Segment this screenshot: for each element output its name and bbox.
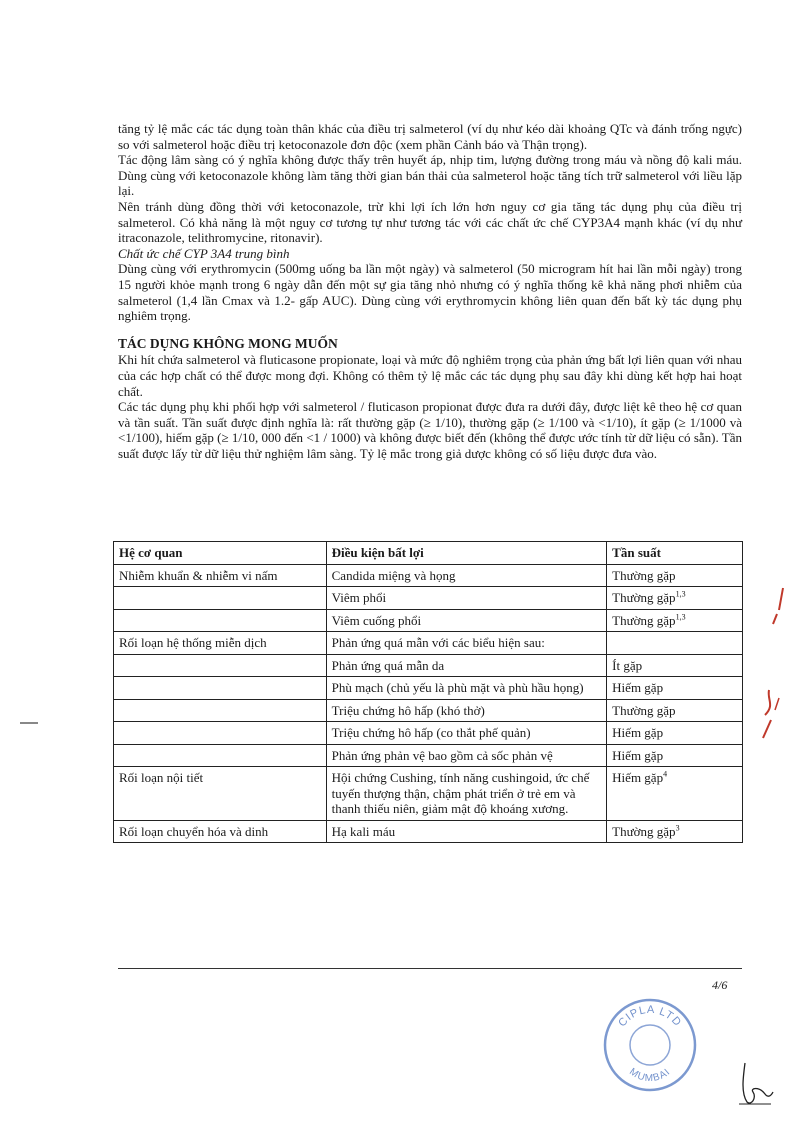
footnote-marker: 4: [663, 769, 668, 779]
organ-cell: [114, 654, 327, 677]
organ-cell: Rối loạn hệ thống miễn dịch: [114, 632, 327, 655]
page-number: 4/6: [712, 978, 728, 992]
stamp-text: CIPLA LTD: [616, 1003, 684, 1030]
section-heading: TÁC DỤNG KHÔNG MONG MUỐN: [118, 335, 338, 351]
frequency-text: Thường gặp: [612, 702, 676, 718]
frequency-text: Hiếm gặp: [612, 747, 664, 763]
organ-cell: [114, 677, 327, 700]
frequency-cell: [607, 744, 743, 767]
frequency-cell: [607, 564, 743, 587]
adverse-effects-table: [113, 541, 743, 843]
frequency-cell: [607, 677, 743, 700]
condition-cell: Phản ứng phản vệ bao gồm cả sốc phản vệ: [326, 744, 607, 767]
organ-cell: Rối loạn nội tiết: [114, 767, 327, 821]
organ-cell: [114, 587, 327, 610]
organ-cell: [114, 609, 327, 632]
table-row: [114, 820, 743, 843]
body-text: [118, 121, 742, 461]
footer-rule: [118, 968, 742, 969]
handwritten-marks: [755, 580, 795, 740]
svg-text:MUMBAI: [627, 1066, 673, 1084]
frequency-text: Thường gặp: [612, 590, 676, 605]
header-organ: Hệ cơ quan: [114, 542, 327, 565]
condition-cell: Viêm phổi: [326, 587, 607, 610]
frequency-text: Hiếm gặp: [612, 770, 664, 785]
organ-cell: [114, 699, 327, 722]
table-row: [114, 654, 743, 677]
table-row: [114, 587, 743, 610]
header-condition: Điều kiện bất lợi: [326, 542, 607, 565]
table-row: [114, 699, 743, 722]
subheading: Chất ức chế CYP 3A4 trung bình: [118, 245, 290, 261]
condition-cell: Triệu chứng hô hấp (khó thở): [326, 699, 607, 722]
frequency-cell: [607, 587, 743, 610]
condition-cell: Viêm cuống phổi: [326, 609, 607, 632]
paragraph: Dùng cùng với erythromycin (500mg uống ba lần một ngày) và salmeterol (50 microgram hít hai lần mỗi ngày) trong 15 người khỏe mạnh trong 6 ngày dẫn đến một sự gia tăng nhỏ nhưng có ý nghĩa thống kê khả năng phơi nhiễm của salmeterol (1,4 lần Cmax và 1.2- gấp AUC). Dùng cùng với erythromycin không liên quan đến bất kỳ tác dụng phụ nghiêm trọng.: [118, 261, 742, 324]
condition-cell: Hạ kali máu: [326, 820, 607, 843]
table-row: [114, 744, 743, 767]
condition-cell: Phản ứng quá mẫn với các biểu hiện sau:: [326, 632, 607, 655]
condition-cell: Hội chứng Cushing, tính năng cushingoid, ức chế tuyến thượng thận, chậm phát triển ở trẻ em và thanh thiếu niên, giảm mật độ khoáng xương.: [326, 767, 607, 821]
table-row: [114, 677, 743, 700]
condition-cell: Phản ứng quá mẫn da: [326, 654, 607, 677]
frequency-cell: [607, 609, 743, 632]
frequency-cell: [607, 699, 743, 722]
header-frequency: Tần suất: [607, 542, 743, 565]
frequency-cell: [607, 722, 743, 745]
table-row: [114, 722, 743, 745]
organ-cell: [114, 744, 327, 767]
table-row: [114, 632, 743, 655]
scan-mark: [20, 722, 38, 724]
footnote-marker: 1,3: [675, 612, 686, 622]
organ-cell: [114, 722, 327, 745]
condition-cell: Phù mạch (chủ yếu là phù mặt và phù hầu họng): [326, 677, 607, 700]
frequency-cell: [607, 767, 743, 821]
frequency-text: Thường gặp: [612, 823, 676, 839]
table-row: [114, 609, 743, 632]
paragraph: Khi hít chứa salmeterol và fluticasone propionate, loại và mức độ nghiêm trọng của phản ứng bất lợi liên quan với nhau của các hợp chất có thể được mong đợi. Không có thêm tỷ lệ mắc các tác dụng phụ sau đây khi dùng kết hợp hai hoạt chất.: [118, 352, 742, 399]
company-stamp: [600, 995, 700, 1095]
frequency-text: Hiếm gặp: [612, 725, 664, 740]
organ-cell: Rối loạn chuyển hóa và dinh: [114, 820, 327, 843]
table-header-row: [114, 542, 743, 565]
table-row: [114, 767, 743, 821]
condition-cell: Candida miệng và họng: [326, 564, 607, 587]
frequency-cell: [607, 632, 743, 655]
paragraph: Tác động lâm sàng có ý nghĩa không được thấy trên huyết áp, nhịp tim, lượng đường trong máu và nồng độ kali máu. Dùng cùng với ketoconazole không làm tăng thời gian bán thải của salmeterol hoặc tăng tích trữ salmeterol với liều lặp lại.: [118, 152, 742, 199]
frequency-text: Thường gặp: [612, 567, 676, 583]
frequency-cell: [607, 820, 743, 843]
table-row: [114, 564, 743, 587]
frequency-text: Hiếm gặp: [612, 680, 664, 695]
frequency-text: Ít gặp: [612, 657, 643, 673]
frequency-text: Thường gặp: [612, 612, 676, 628]
stamp-city: MUMBAI: [627, 1066, 673, 1085]
organ-cell: Nhiễm khuẩn & nhiễm vi nấm: [114, 564, 327, 587]
footnote-marker: 1,3: [675, 589, 686, 599]
footnote-marker: 3: [675, 823, 680, 833]
frequency-cell: [607, 654, 743, 677]
condition-cell: Triệu chứng hô hấp (co thắt phế quản): [326, 722, 607, 745]
paragraph: Các tác dụng phụ khi phối hợp với salmeterol / fluticason propionat được đưa ra dưới đây, được liệt kê theo hệ cơ quan và tần suất. Tần suất được định nghĩa là: rất thường gặp (≥ 1/10), thường gặp (≥ 1/100 và <1/10), ít gặp (≥ 1/1000 và <1/100), hiếm gặp (≥ 1/10, 000 đến <1 / 1000) và không được biết đến (không thể được ước tính từ dữ liệu có sẵn). Tần suất được lấy từ dữ liệu thử nghiệm lâm sàng. Tỷ lệ mắc trong giả dược không có số liệu được đưa vào.: [118, 399, 742, 461]
paragraph: Nên tránh dùng đồng thời với ketoconazole, trừ khi lợi ích lớn hơn nguy cơ gia tăng tác dụng phụ của điều trị salmeterol. Có khả năng là một nguy cơ tương tự như tương tác với các chất ức chế CYP3A4 mạnh khác (ví dụ như itraconazole, telithromycine, ritonavir).: [118, 198, 742, 246]
signature: [735, 1058, 775, 1108]
paragraph: tăng tỷ lệ mắc các tác dụng toàn thân khác của điều trị salmeterol (ví dụ như kéo dài khoảng QTc và đánh trống ngực) so với salmeterol hoặc điều trị ketoconazole đơn độc (xem phần Cảnh báo và Thận trọng).: [118, 121, 742, 152]
